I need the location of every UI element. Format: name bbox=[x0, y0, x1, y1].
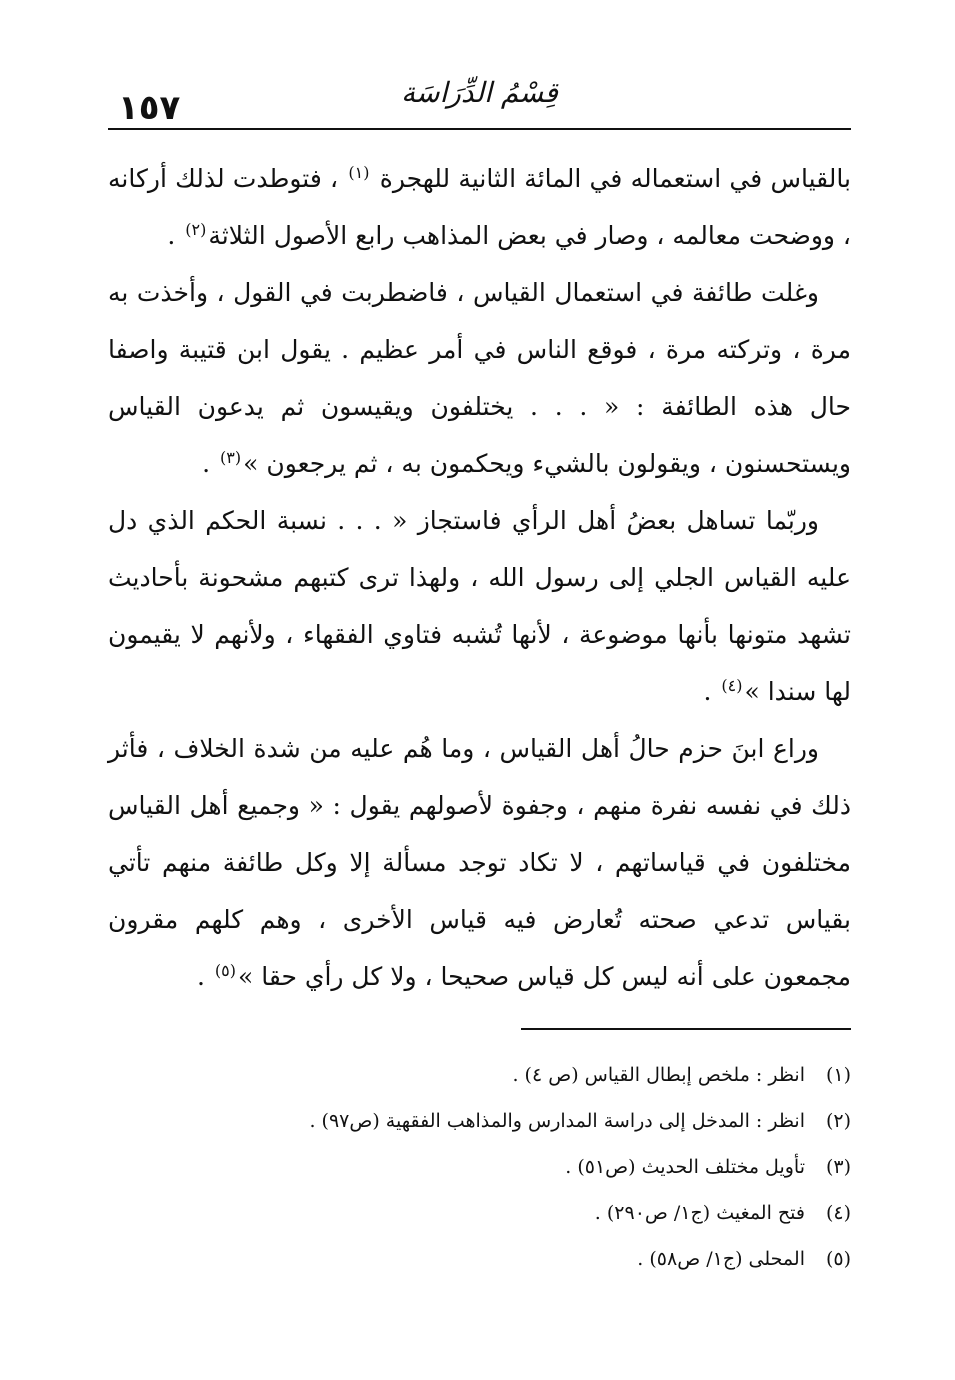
paragraph-text: ، فتوطدت لذلك أركانه ، ووضحت معالمه ، وصار في بعض المذاهب رابع الأصول الثلاثة bbox=[108, 164, 851, 250]
footnote-reference: (٣) bbox=[220, 447, 242, 467]
paragraph-text: وراع ابنَ حزم حالُ أهل القياس ، وما هُم عليه من شدة الخلاف ، فأثر ذلك في نفسه نفرة منهم ، وجفوة لأصولهم يقول : « وجميع أهل القياس مختلفون في قياساتهم ، لا تكاد توجد مسألة إلا وكل طائفة منهم تأتي بقياس تدعي صحته تُعارض فيه قياس الأخرى ، وهم كلهم مقرون مجمعون على أنه ليس كل قياس صحيحا ، ولا كل رأي حقا » bbox=[108, 734, 851, 991]
footnote bbox=[108, 1098, 851, 1144]
header-rule bbox=[108, 128, 851, 130]
footnote-text: فتح المغيث (ج١/ ص٢٩٠) . bbox=[594, 1202, 805, 1224]
paragraph-text: . bbox=[202, 449, 219, 478]
paragraph bbox=[108, 492, 851, 720]
paragraph bbox=[108, 264, 851, 492]
main-text bbox=[108, 150, 851, 1005]
paragraph-text: . bbox=[167, 221, 184, 250]
paragraph-text: . bbox=[703, 677, 720, 706]
footnote-number: (٣) bbox=[825, 1156, 851, 1178]
footnote-text: المحلى (ج١/ ص٥٨) . bbox=[637, 1248, 805, 1270]
paragraph-text: بالقياس في استعماله في المائة الثانية للهجرة bbox=[371, 164, 851, 193]
footnote-number: (١) bbox=[825, 1064, 851, 1086]
paragraph-text: . bbox=[196, 962, 213, 991]
paragraph bbox=[108, 720, 851, 1005]
footnote bbox=[108, 1190, 851, 1236]
paragraph-text: وغلت طائفة في استعمال القياس ، فاضطربت في القول ، وأخذت به مرة ، وتركته مرة ، فوقع الناس في أمر عظيم . يقول ابن قتيبة واصفا حال هذه الطائفة : « . . . يختلفون ويقيسون ثم يدعون القياس ويستحسنون ، ويقولون بالشيء ويحكمون به ، ثم يرجعون » bbox=[108, 278, 851, 478]
footnote-separator bbox=[521, 1028, 851, 1030]
footnote-reference: (٤) bbox=[721, 675, 743, 695]
footnote bbox=[108, 1144, 851, 1190]
footnote-text: انظر : ملخص إبطال القياس (ص ٤) . bbox=[512, 1064, 805, 1086]
footnote-number: (٢) bbox=[825, 1110, 851, 1132]
footnote-reference: (٥) bbox=[214, 960, 236, 980]
footnote-reference: (٢) bbox=[185, 219, 207, 239]
footnote-text: انظر : المدخل إلى دراسة المدارس والمذاهب الفقهية (ص٩٧) . bbox=[309, 1110, 805, 1132]
footnote bbox=[108, 1052, 851, 1098]
section-title: قِسْمُ الدِّرَاسَة bbox=[401, 76, 558, 109]
footnote-reference: (١) bbox=[348, 162, 370, 182]
footnote-number: (٥) bbox=[825, 1248, 851, 1270]
footnotes bbox=[108, 1052, 851, 1282]
paragraph bbox=[108, 150, 851, 264]
page-number: ١٥٧ bbox=[118, 88, 181, 128]
footnote-number: (٤) bbox=[825, 1202, 851, 1224]
footnote bbox=[108, 1236, 851, 1282]
footnote-text: تأويل مختلف الحديث (ص٥١) . bbox=[565, 1156, 805, 1178]
page-header bbox=[108, 70, 851, 130]
paragraph-text: وربّما تساهل بعضُ أهل الرأي فاستجاز « . . . نسبة الحكم الذي دل عليه القياس الجلي إلى رسول الله ، ولهذا ترى كتبهم مشحونة بأحاديث تشهد متونها بأنها موضوعة ، لأنها تُشبه فتاوي الفقهاء ، ولأنهم لا يقيمون لها سندا » bbox=[108, 506, 851, 706]
